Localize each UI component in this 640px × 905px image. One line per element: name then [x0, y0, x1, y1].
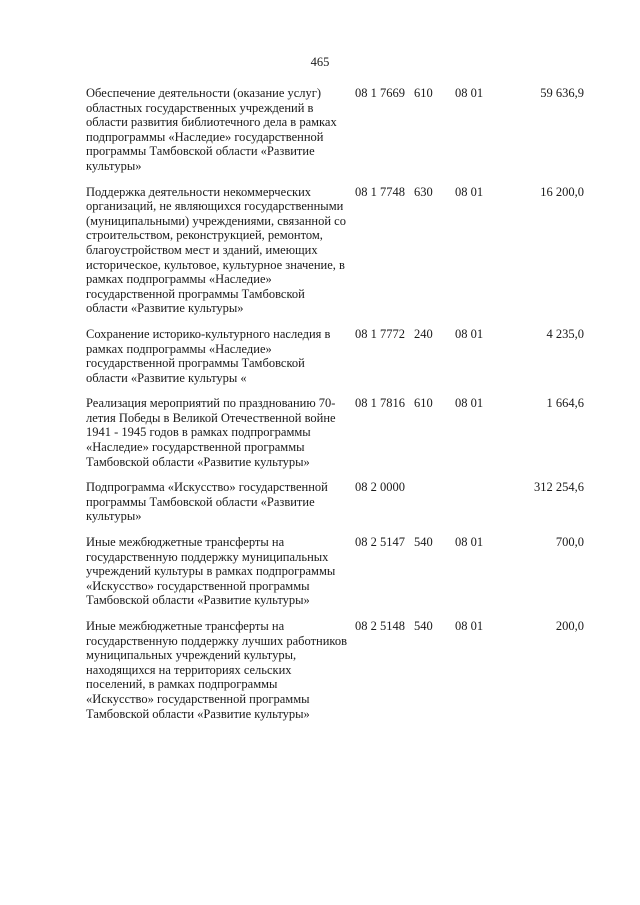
table-row [0, 327, 640, 385]
row-expense-type: 240 [414, 326, 433, 341]
row-section: 08 01 [455, 86, 484, 100]
table-row [0, 396, 640, 469]
row-expense-type: 630 [414, 184, 433, 199]
row-code: 08 1 7772 [355, 326, 405, 341]
row-amount: 4 235,0 [546, 326, 584, 341]
table-row [0, 86, 640, 174]
budget-table [0, 86, 640, 732]
row-amount: 200,0 [555, 619, 584, 633]
table-row [0, 535, 640, 608]
row-amount: 312 254,6 [534, 480, 584, 495]
table-row [0, 185, 640, 316]
row-expense-type: 610 [414, 86, 433, 100]
row-section: 08 01 [455, 619, 484, 633]
row-description: Реализация мероприятий по празднованию 70-летия Победы в Великой Отечественной войне 1941 - 1945 годов в рамках подпрограммы «Наследие» государственной программы Тамбовской области «Развитие культуры» [86, 396, 336, 469]
row-section: 08 01 [455, 396, 484, 411]
row-amount: 16 200,0 [540, 184, 584, 199]
row-description: Иные межбюджетные трансферты на государственную поддержку лучших работников муниципальных учреждений культуры, находящихся на территориях сельских поселений, в рамках подпрограммы «Искусство» государственной программы Тамбовской области «Развитие культуры» [86, 619, 348, 721]
page-number: 465 [310, 55, 330, 69]
row-expense-type: 540 [414, 619, 433, 633]
row-amount: 1 664,6 [546, 396, 584, 411]
row-code: 08 1 7816 [355, 396, 405, 411]
row-code: 08 2 5147 [355, 535, 405, 550]
row-section: 08 01 [455, 184, 484, 199]
row-amount: 59 636,9 [540, 86, 584, 100]
row-expense-type: 540 [414, 535, 433, 550]
row-code: 08 1 7748 [355, 184, 405, 199]
row-amount: 700,0 [555, 535, 584, 550]
table-row [0, 480, 640, 524]
row-expense-type: 610 [414, 396, 433, 411]
row-code: 08 1 7669 [355, 86, 405, 100]
row-description: Сохранение историко-культурного наследия в рамках подпрограммы «Наследие» государственной программы Тамбовской области «Развитие культуры « [86, 326, 331, 385]
row-code: 08 2 5148 [355, 619, 405, 633]
table-row [0, 619, 640, 721]
row-code: 08 2 0000 [355, 480, 405, 495]
row-section: 08 01 [455, 535, 484, 550]
row-description: Подпрограмма «Искусство» государственной программы Тамбовской области «Развитие культуры» [86, 480, 328, 524]
row-description: Иные межбюджетные трансферты на государственную поддержку муниципальных учреждений культуры в рамках подпрограммы «Искусство» государственной программы Тамбовской области «Развитие культуры» [86, 535, 336, 608]
row-section: 08 01 [455, 326, 484, 341]
row-description: Обеспечение деятельности (оказание услуг) областных государственных учреждений в области развития библиотечного дела в рамках подпрограммы «Наследие» государственной программы Тамбовской области «Развитие культуры» [86, 86, 337, 173]
row-description: Поддержка деятельности некоммерческих организаций, не являющихся государственными (муниципальными) учреждениями, связанной со строительством, реконструкцией, ремонтом, благоустройством мест и зданий, имеющих историческое, культовое, культурное значение, в рамках подпрограммы «Наследие» государственной программы Тамбовской области «Развитие культуры» [86, 184, 346, 316]
